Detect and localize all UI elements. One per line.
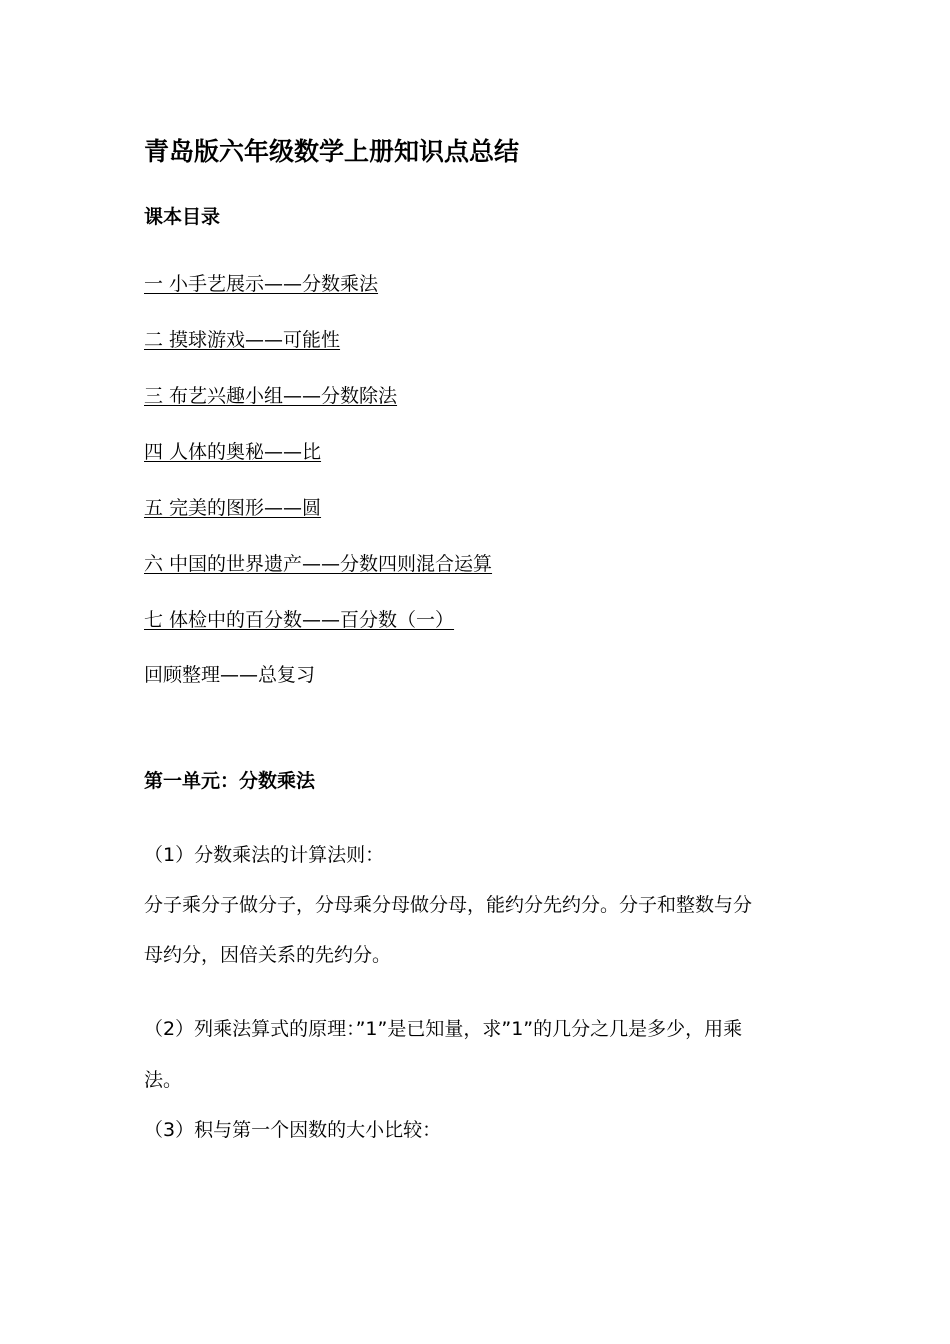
- toc-heading: 课本目录: [144, 206, 221, 228]
- toc-item-4[interactable]: 四 人体的奥秘——比: [144, 441, 322, 463]
- unit1-heading: 第一单元：分数乘法: [144, 770, 316, 792]
- toc-item-7[interactable]: 七 体检中的百分数——百分数（一）: [144, 609, 455, 631]
- toc-item-5[interactable]: 五 完美的图形——圆: [144, 497, 322, 519]
- unit1-paragraph-1-line-2: 母约分，因倍关系的先约分。: [144, 944, 392, 966]
- unit1-paragraph-1-label: （1）分数乘法的计算法则：: [144, 844, 385, 866]
- unit1-paragraph-1-line-1: 分子乘分子做分子，分母乘分母做分母，能约分先约分。分子和整数与分: [144, 894, 753, 916]
- unit1-paragraph-2-line-1: （2）列乘法算式的原理：”1”是已知量，求”1”的几分之几是多少，用乘: [144, 1018, 743, 1040]
- toc-item-1[interactable]: 一 小手艺展示——分数乘法: [144, 273, 379, 295]
- toc-item-review: 回顾整理——总复习: [144, 664, 316, 686]
- toc-item-2[interactable]: 二 摸球游戏——可能性: [144, 329, 341, 351]
- unit1-paragraph-2-line-2: 法。: [144, 1069, 183, 1091]
- page-title: 青岛版六年级数学上册知识点总结: [144, 137, 520, 166]
- toc-item-3[interactable]: 三 布艺兴趣小组——分数除法: [144, 385, 398, 407]
- unit1-paragraph-3-label: （3）积与第一个因数的大小比较：: [144, 1119, 442, 1141]
- toc-item-6[interactable]: 六 中国的世界遗产——分数四则混合运算: [144, 553, 493, 575]
